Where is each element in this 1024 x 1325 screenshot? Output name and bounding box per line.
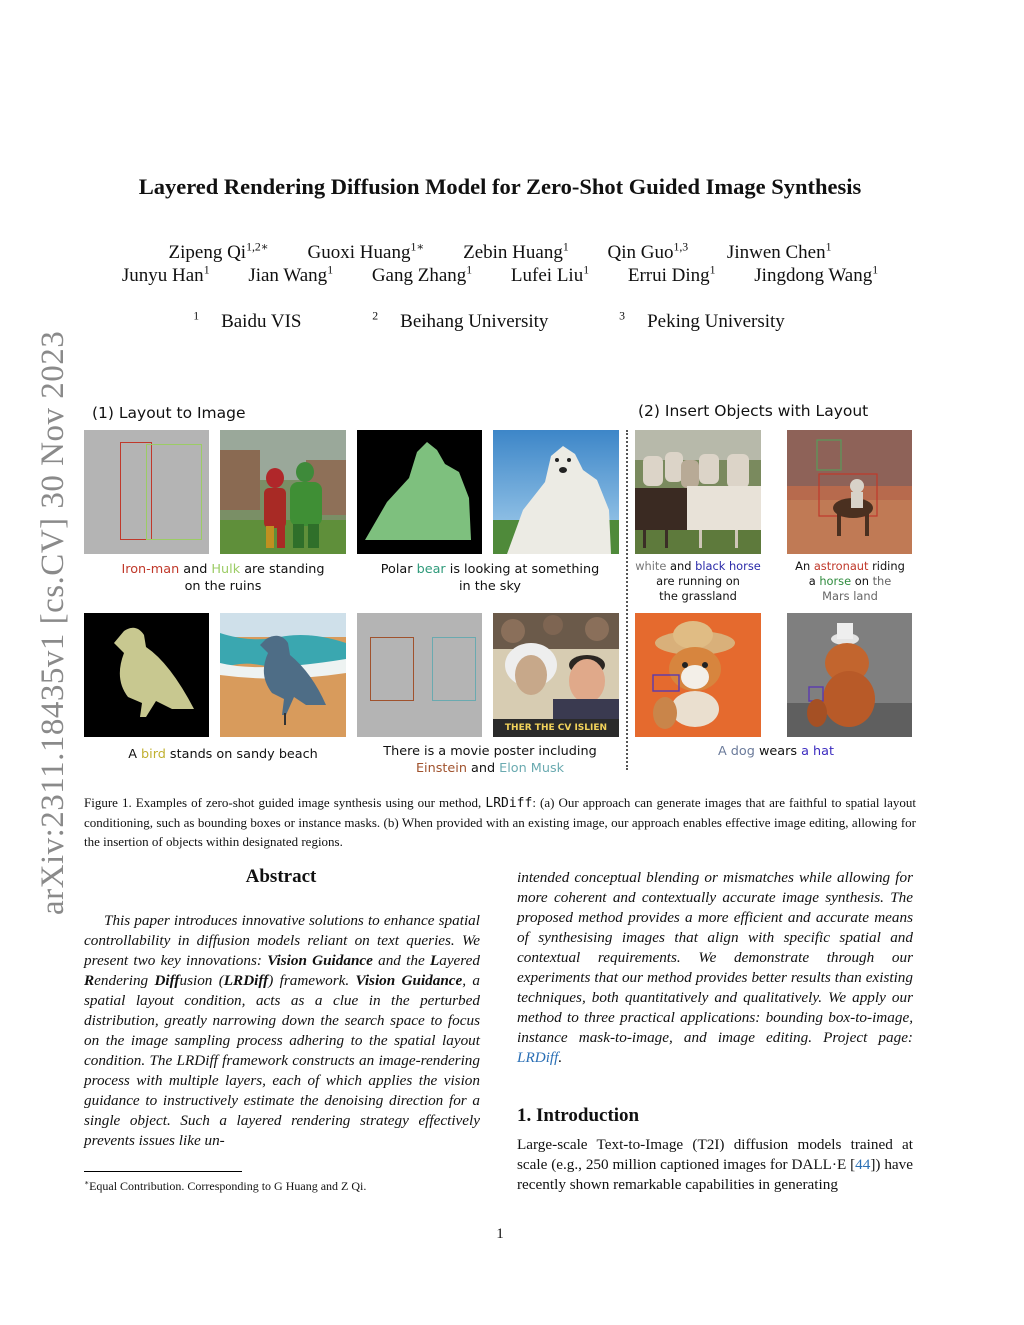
figure-section-2-title: (2) Insert Objects with Layout xyxy=(638,402,869,420)
author: Jingdong Wang$^1$ xyxy=(754,264,879,287)
intro-heading: 1. Introduction xyxy=(517,1105,640,1126)
caption-astronaut: An astronaut riding a horse on the Mars land xyxy=(795,559,905,603)
affiliations xyxy=(90,310,910,333)
bbox-layout-ironman-hulk xyxy=(84,430,209,554)
bbox-hulk xyxy=(146,444,202,540)
abstract-left: This paper introduces innovative solutions to enhance spatial controllability in diffusion models reliant on text queries. We present two key innovations: Vision Guidance and the Layered Rendering Diffusion (LRDiff) framework. Vision Guidance, a spatial layout condition, acts as a clue in the perturbed distribution, greatly narrowing down the search space to focus on the image sampling process adhering to the spatial layout condition. The LRDiff framework constructs an image-rendering process with multiple layers, each of which applies the vision guidance to instructively estimate the denoising direction for a single object. Such a layered rendering strategy effectively prevents issues like un- xyxy=(84,912,481,1149)
generated-horses xyxy=(635,430,761,554)
generated-dog-hat-1 xyxy=(635,613,761,737)
abstract-heading: Abstract xyxy=(245,866,317,887)
author: Gang Zhang$^1$ xyxy=(371,264,473,287)
caption-bird: A bird stands on sandy beach xyxy=(128,747,318,762)
figure-section-1-title: (1) Layout to Image xyxy=(92,404,246,422)
generated-movie-poster xyxy=(493,613,619,737)
figure-divider xyxy=(626,430,628,770)
author: Junyu Han$^1$ xyxy=(121,264,210,287)
footnote-rule xyxy=(84,1171,242,1172)
generated-ironman-hulk xyxy=(220,430,346,554)
footnote: ∗Equal Contribution. Corresponding to G Huang and Z Qi. xyxy=(84,1178,367,1193)
author: Jian Wang$^1$ xyxy=(248,264,334,287)
generated-polar-bear xyxy=(493,430,619,554)
bbox-einstein xyxy=(370,637,414,701)
paper-title: Layered Rendering Diffusion Model for Zero-Shot Guided Image Synthesis xyxy=(138,174,862,199)
caption-horses: white and black horse are running on the grassland xyxy=(635,559,761,603)
author: Lufei Liu$^1$ xyxy=(510,264,590,287)
authors-row-1 xyxy=(90,240,910,264)
generated-astronaut-horse xyxy=(787,430,912,554)
caption-ironman-hulk: Iron-man and Hulk are standing on the ruins xyxy=(121,562,325,594)
author: Jinwen Chen$^1$ xyxy=(726,241,832,264)
bbox-layout-poster xyxy=(357,613,482,737)
mask-layout-bear xyxy=(357,430,482,554)
figure-caption: Figure 1. Examples of zero-shot guided image synthesis using our method, LRDiff: (a) Our approach can generate images that are faithful to spatial layout conditioning, such as bounding boxes or instance masks. (b) When provided with an existing image, our approach enables effective image editing, allowing for the insertion of objects within designated regions. xyxy=(84,795,916,849)
affiliation: $^2$ Beihang University xyxy=(372,310,549,333)
poster-text: THER THE CV ISLIEN xyxy=(504,723,608,733)
author: Zebin Huang$^1$ xyxy=(463,241,569,264)
citation-link[interactable]: 44 xyxy=(855,1156,871,1173)
author: Zipeng $Qi^{1,2∗}$ xyxy=(168,241,269,264)
affiliation: $^1$ Baidu VIS xyxy=(193,310,302,333)
intro-text: Large-scale Text-to-Image (T2I) diffusion models trained at scale (e.g., 250 million captioned images for DALL·E [44]) have recently shown remarkable capabilities in generating xyxy=(517,1136,913,1193)
author: Guoxi Huang$^{1∗}$ xyxy=(307,241,425,264)
caption-polar-bear: Polar bear is looking at something in the sky xyxy=(380,562,600,594)
generated-bird-beach xyxy=(220,613,346,737)
caption-poster: There is a movie poster including Einstein and Elon Musk xyxy=(383,744,597,776)
mask-layout-bird xyxy=(84,613,209,737)
page-number: 1 xyxy=(496,1226,504,1242)
bbox-elon xyxy=(432,637,476,701)
generated-dog-hat-2 xyxy=(787,613,912,737)
arxiv-stamp: arXiv:2311.18435v1 [cs.CV] 30 Nov 2023 xyxy=(35,330,71,915)
caption-dog-hat: A dog wears a hat xyxy=(717,744,835,759)
authors-row-2 xyxy=(90,264,910,287)
author: Qin Guo$^{1,3}$ xyxy=(607,241,689,264)
author: Errui Ding$^1$ xyxy=(627,264,716,287)
abstract-right: intended conceptual blending or mismatches while allowing for more coherent and contextually accurate image synthesis. The proposed method provides a more efficient and accurate means of synthesising images that align with specific spatial and contextual requirements. We demonstrate through our experiments that our method provides better results than existing techniques, both quantitatively and qualitatively. We apply our method to three practical applications: bounding box-to-image, instance mask-to-image, and image editing. Project page: LRDiff. xyxy=(517,869,913,1066)
project-page-link[interactable]: LRDiff xyxy=(517,1049,559,1066)
affiliation: $^3$ Peking University xyxy=(619,310,785,333)
